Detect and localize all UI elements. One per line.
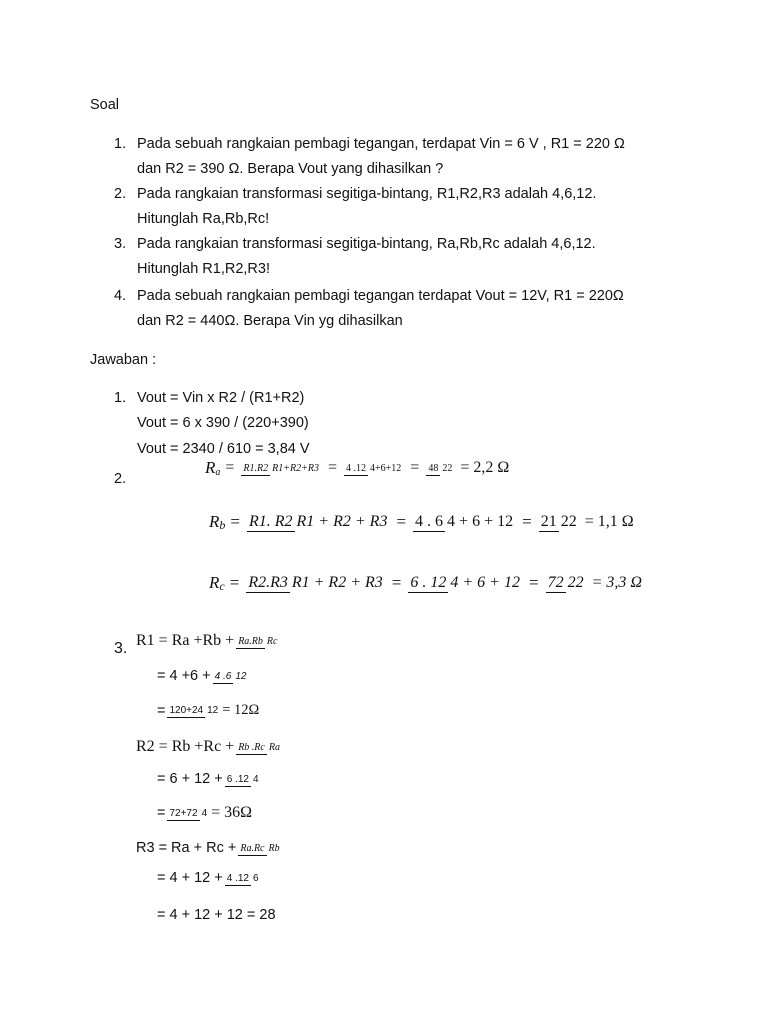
ra-result: = 2,2 Ω [460, 459, 510, 476]
r2-line3: = 72+72 4 = 36Ω [157, 804, 253, 821]
soal-item-4-number: 4. [114, 288, 127, 304]
rb-fraction-values: 4 . 6 4 + 6 + 12 [415, 512, 514, 530]
rc-fraction-symbolic: R2.R3 R1 + R2 + R3 [248, 573, 383, 591]
r2-line2-fraction: 6 .12 4 [226, 773, 259, 785]
jawaban-2-number: 2. [114, 471, 127, 487]
r3-fraction: Ra.Rc Rb [240, 842, 280, 854]
r1-line1: R1 = Ra +Rb + Ra.Rb Rc [136, 632, 278, 649]
soal-item-2-number: 2. [114, 186, 127, 202]
ra-lhs-sub: a [215, 466, 221, 478]
soal-item-3-line1: Pada rangkaian transformasi segitiga-bintang, Ra,Rb,Rc adalah 4,6,12. [137, 236, 596, 252]
r2-line1: R2 = Rb +Rc + Rb .Rc Ra [136, 738, 280, 755]
soal-item-1-line1: Pada sebuah rangkaian pembagi tegangan, terdapat Vin = 6 V , R1 = 220 Ω [137, 136, 625, 152]
soal-item-3-number: 3. [114, 236, 127, 252]
rc-fraction-result: 72 22 [547, 573, 584, 591]
ra-fraction-result: 48 22 [428, 462, 453, 474]
soal-item-4-line1: Pada sebuah rangkaian pembagi tegangan terdapat Vout = 12V, R1 = 220Ω [137, 288, 624, 304]
r3-line2: = 4 + 12 + 4 .12 6 [157, 870, 259, 886]
rc-result: = 3,3 Ω [591, 573, 642, 591]
soal-item-1-line2: dan R2 = 390 Ω. Berapa Vout yang dihasilkan ? [137, 161, 444, 177]
jawaban-1-number: 1. [114, 390, 127, 406]
rb-fraction-result: 21 22 [540, 512, 577, 530]
r1-line2-fraction: 4 .6 12 [214, 670, 247, 682]
jawaban-1-line1: Vout = Vin x R2 / (R1+R2) [137, 390, 305, 406]
r3-line1: R3 = Ra + Rc + Ra.Rc Rb [136, 840, 280, 856]
rb-lhs-sub: b [219, 518, 226, 532]
r1-line3: = 120+24 12 = 12Ω [157, 702, 260, 719]
equation-ra: R a = R1.R2 R1+R2+R3 = 4 .12 4+6+12 = 48 22 = 2,2 Ω [205, 458, 510, 478]
equation-rb: R b = R1. R2 R1 + R2 + R3 = 4 . 6 4 + 6 + 12 = 21 22 = 1,1 Ω [209, 511, 634, 532]
r2-fraction: Rb .Rc Ra [238, 741, 280, 753]
jawaban-3-number: 3. [114, 640, 128, 657]
soal-item-3-line2: Hitunglah R1,R2,R3! [137, 261, 270, 277]
r3-line3: = 4 + 12 + 12 = 28 [157, 907, 276, 923]
soal-item-2-line1: Pada rangkaian transformasi segitiga-bintang, R1,R2,R3 adalah 4,6,12. [137, 186, 597, 202]
equation-rc: R c = R2.R3 R1 + R2 + R3 = 6 . 12 4 + 6 + 12 = 72 22 = 3,3 Ω [209, 572, 642, 593]
jawaban-heading: Jawaban : [90, 352, 157, 368]
soal-item-1-number: 1. [114, 136, 127, 152]
soal-item-2-line2: Hitunglah Ra,Rb,Rc! [137, 211, 270, 227]
rc-fraction-values: 6 . 12 4 + 6 + 12 [410, 573, 520, 591]
soal-heading: Soal [90, 97, 120, 113]
r2-line2: = 6 + 12 + 6 .12 4 [157, 771, 259, 787]
ra-fraction-symbolic: R1.R2 R1+R2+R3 [243, 462, 319, 474]
jawaban-1-line3: Vout = 2340 / 610 = 3,84 V [137, 441, 310, 457]
rb-lhs: R [209, 511, 220, 531]
r1-line2: = 4 +6 + 4 .6 12 [157, 668, 247, 684]
r1-fraction: Ra.Rb Rc [238, 635, 278, 647]
rc-lhs-sub: c [219, 579, 225, 593]
soal-item-4-line2: dan R2 = 440Ω. Berapa Vin yg dihasilkan [137, 313, 403, 329]
r3-line2-fraction: 4 .12 6 [226, 872, 259, 884]
rb-result: = 1,1 Ω [584, 512, 634, 530]
rc-lhs: R [209, 572, 220, 592]
ra-lhs: R [205, 458, 216, 477]
r1-line3-fraction: 120+24 12 [169, 705, 219, 716]
rb-fraction-symbolic: R1. R2 R1 + R2 + R3 [248, 512, 388, 530]
ra-fraction-values: 4 .12 4+6+12 [346, 462, 402, 474]
r2-line3-fraction: 72+72 4 [169, 807, 208, 819]
jawaban-1-line2: Vout = 6 x 390 / (220+390) [137, 415, 309, 431]
